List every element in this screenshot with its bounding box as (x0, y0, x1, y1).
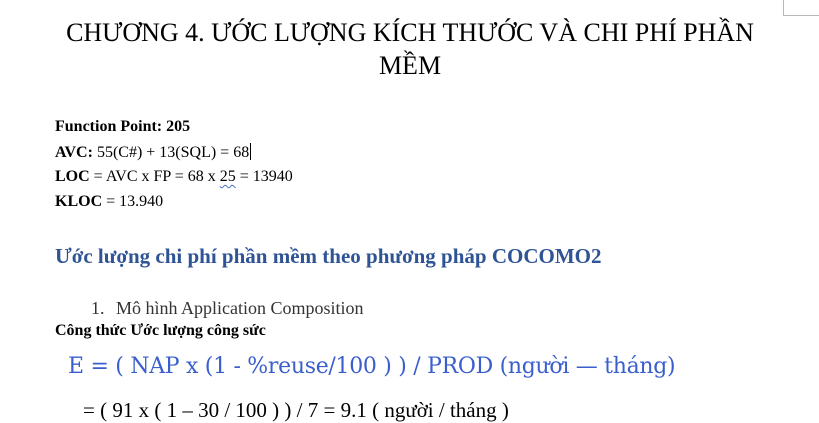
loc-formula-part-b: 25 (219, 168, 236, 185)
chapter-title-line-2: MỀM (378, 51, 442, 80)
loc-formula-part-a: = AVC x FP = 68 x (89, 168, 220, 185)
avc-value: 55(C#) + 13(SQL) = 68 (92, 144, 250, 161)
page-corner-frame (783, 0, 819, 16)
formula-label: Công thức Ước lượng công sức (55, 322, 266, 339)
kloc-line (55, 193, 163, 211)
function-point-text: Function Point: 205 (55, 118, 191, 135)
chapter-title-line-1: CHƯƠNG 4. ƯỚC LƯỢNG KÍCH THƯỚC VÀ CHI PHÍ PHẦN (66, 18, 754, 47)
text-cursor (250, 143, 251, 160)
section-heading: Ước lượng chi phí phần mềm theo phương pháp COCOMO2 (55, 244, 602, 268)
kloc-label: KLOC (55, 193, 103, 210)
list-text: Mô hình Application Composition (116, 298, 364, 318)
avc-line (55, 143, 251, 162)
kloc-value: = 13.940 (102, 193, 164, 210)
avc-label: AVC: (55, 144, 93, 161)
loc-line (55, 168, 293, 186)
chapter-title (40, 16, 780, 82)
effort-formula: E = ( NAP x (1 - %reuse/100 ) ) / PROD (người — tháng) (68, 354, 676, 379)
loc-formula-part-c: = 13940 (235, 168, 293, 185)
loc-label: LOC (55, 168, 90, 185)
effort-calculation: = ( 91 x ( 1 – 30 / 100 ) ) / 7 = 9.1 ( người / tháng ) (83, 398, 509, 422)
function-point-line (55, 118, 190, 136)
list-item (91, 298, 364, 319)
list-number: 1. (91, 298, 105, 318)
